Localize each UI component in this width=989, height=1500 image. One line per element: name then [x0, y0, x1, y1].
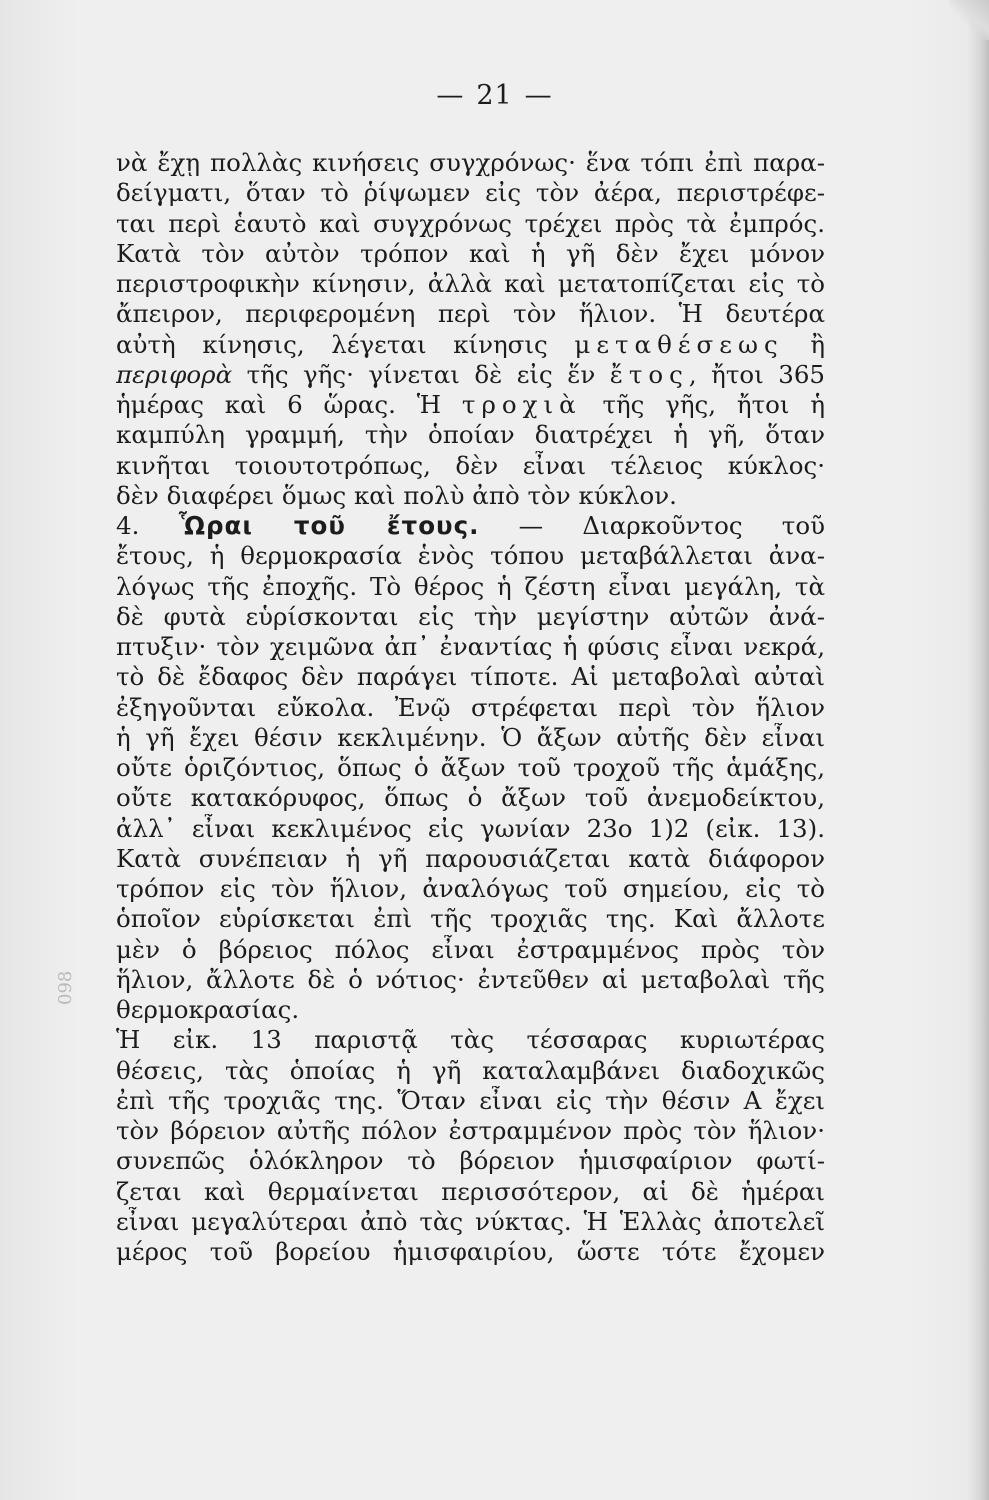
- text-run: τῆς γῆς, ἤτοι ἡ: [581, 390, 825, 419]
- text-line: ὁποῖον εὑρίσκεται ἐπὶ τῆς τροχιᾶς της. Καὶ ἄλλοτε: [116, 904, 825, 934]
- text-line: ζεται καὶ θερμαίνεται περισσότερον, αἱ δὲ ἡμέραι: [116, 1176, 825, 1206]
- text-line: ἐξηγοῦνται εὔκολα. Ἐνῷ στρέφεται περὶ τὸν ἥλιον: [116, 692, 825, 722]
- text-line: [116, 360, 825, 390]
- text-line: εἶναι μεγαλύτεραι ἀπὸ τὰς νύκτας. Ἡ Ἑλλὰς ἀποτελεῖ: [116, 1206, 825, 1236]
- text-run: ἢ: [783, 329, 825, 359]
- page-edge-shadow: [967, 0, 989, 1500]
- text-line: νὰ ἔχῃ πολλὰς κινήσεις συγχρόνως· ἕνα τόπι ἐπὶ παρα-: [116, 148, 825, 177]
- text-line: δείγματι, ὅταν τὸ ῥίψωμεν εἰς τὸν ἀέρα, περιστρέφε-: [116, 178, 825, 208]
- text-run: αὐτὴ κίνησις, λέγεται κίνησις: [116, 329, 575, 359]
- text-run: τῆς γῆς· γίνεται δὲ εἰς ἕν: [232, 359, 610, 389]
- term-trochia: τροχιὰ: [461, 390, 582, 419]
- page-number-dash-left: —: [436, 80, 465, 111]
- text-line: ται περὶ ἑαυτὸ καὶ συγχρόνως τρέχει πρὸς τὰ ἐμπρός.: [116, 208, 825, 238]
- text-line: μέρος τοῦ βορείου ἡμισφαιρίου, ὥστε τότε ἔχομεν: [116, 1237, 825, 1266]
- text-line: ἄπειρον, περιφερομένη περὶ τὸν ἥλιον. Ἡ δευτέρα: [116, 299, 825, 329]
- term-metatheseos: μεταθέσεως: [574, 329, 784, 359]
- text-line: Κατὰ τὸν αὐτὸν τρόπον καὶ ἡ γῆ δὲν ἔχει μόνον: [116, 238, 825, 268]
- page-number-dash-right: —: [524, 80, 553, 111]
- text-line: οὔτε ὁριζόντιος, ὅπως ὁ ἄξων τοῦ τροχοῦ τῆς ἁμάξης,: [116, 753, 825, 782]
- text-line: ἥλιον, ἄλλοτε δὲ ὁ νότιος· ἐντεῦθεν αἱ μεταβολαὶ τῆς: [116, 964, 825, 994]
- text-line: [116, 390, 825, 420]
- page-corner-curl: [949, 0, 989, 40]
- text-line: μὲν ὁ βόρειος πόλος εἶναι ἐστραμμένος πρὸς τὸν: [116, 934, 825, 964]
- term-etos: ἔτος: [609, 359, 689, 389]
- text-line: [116, 330, 825, 360]
- section-number: 4.: [116, 511, 179, 540]
- text-line: οὔτε κατακόρυφος, ὅπως ὁ ἄξων τοῦ ἀνεμοδείκτου,: [116, 783, 825, 813]
- term-periphora: περιφορὰ: [116, 359, 233, 389]
- text-line: δὲ φυτὰ εὑρίσκονται εἰς τὴν μεγίστην αὐτῶν ἀνά-: [116, 601, 825, 631]
- section-heading-line: [116, 511, 825, 541]
- text-line: ἔτους, ἡ θερμοκρασία ἑνὸς τόπου μεταβάλλεται ἀνα-: [116, 541, 825, 571]
- text-line: ἀλλ᾿ εἶναι κεκλιμένος εἰς γωνίαν 23ο 1)2 (εἰκ. 13).: [116, 813, 825, 843]
- text-line: λόγως τῆς ἐποχῆς. Τὸ θέρος ἡ ζέστη εἶναι μεγάλη, τὰ: [116, 571, 825, 601]
- text-line: δὲν διαφέρει ὅμως καὶ πολὺ ἀπὸ τὸν κύκλον.: [116, 480, 677, 510]
- text-line: συνεπῶς ὁλόκληρον τὸ βόρειον ἡμισφαίριον φωτί-: [116, 1146, 825, 1176]
- text-line: θέσεις, τὰς ὁποίας ἡ γῆ καταλαμβάνει διαδοχικῶς: [116, 1055, 825, 1085]
- text-line: τρόπον εἰς τὸν ἥλιον, ἀναλόγως τοῦ σημείου, εἰς τὸ: [116, 874, 825, 903]
- text-line: Κατὰ συνέπειαν ἡ γῆ παρουσιάζεται κατὰ διάφορον: [116, 843, 825, 873]
- text-line: περιστροφικὴν κίνησιν, ἀλλὰ καὶ μετατοπίζεται εἰς τὸ: [116, 269, 825, 298]
- text-line: Ἡ εἰκ. 13 παριστᾷ τὰς τέσσαρας κυριωτέρας: [116, 1025, 825, 1055]
- text-line: πτυξιν· τὸν χειμῶνα ἀπ᾿ ἐναντίας ἡ φύσις εἶναι νεκρά,: [116, 632, 825, 661]
- text-line: κινῆται τοιουτοτρόπως, δὲν εἶναι τέλειος κύκλος·: [116, 450, 825, 480]
- text-line: τὸ δὲ ἔδαφος δὲν παράγει τίποτε. Αἱ μεταβολαὶ αὐταὶ: [116, 662, 825, 692]
- text-line: καμπύλη γραμμή, τὴν ὁποίαν διατρέχει ἡ γῆ, ὅταν: [116, 420, 825, 450]
- page-number: [0, 80, 989, 111]
- text-line: θερμοκρασίας.: [116, 995, 300, 1024]
- text-run: — Διαρκοῦντος τοῦ: [479, 511, 825, 540]
- text-line: τὸν βόρειον αὐτῆς πόλον ἐστραμμένον πρὸς τὸν ἥλιον·: [116, 1116, 825, 1145]
- text-line: ἡ γῆ ἔχει θέσιν κεκλιμένην. Ὁ ἄξων αὐτῆς δὲν εἶναι: [116, 722, 825, 752]
- text-run: ἡμέρας καὶ 6 ὥρας. Ἡ: [116, 390, 462, 419]
- page-number-value: 21: [476, 80, 513, 111]
- margin-pencil-mark: 098: [55, 970, 76, 1005]
- text-run: , ἤτοι 365: [688, 359, 825, 389]
- section-title: Ὧραι τοῦ ἔτους.: [178, 511, 480, 540]
- body-text: [116, 148, 825, 1267]
- text-line: ἐπὶ τῆς τροχιᾶς της. Ὅταν εἶναι εἰς τὴν θέσιν Α ἔχει: [116, 1085, 825, 1115]
